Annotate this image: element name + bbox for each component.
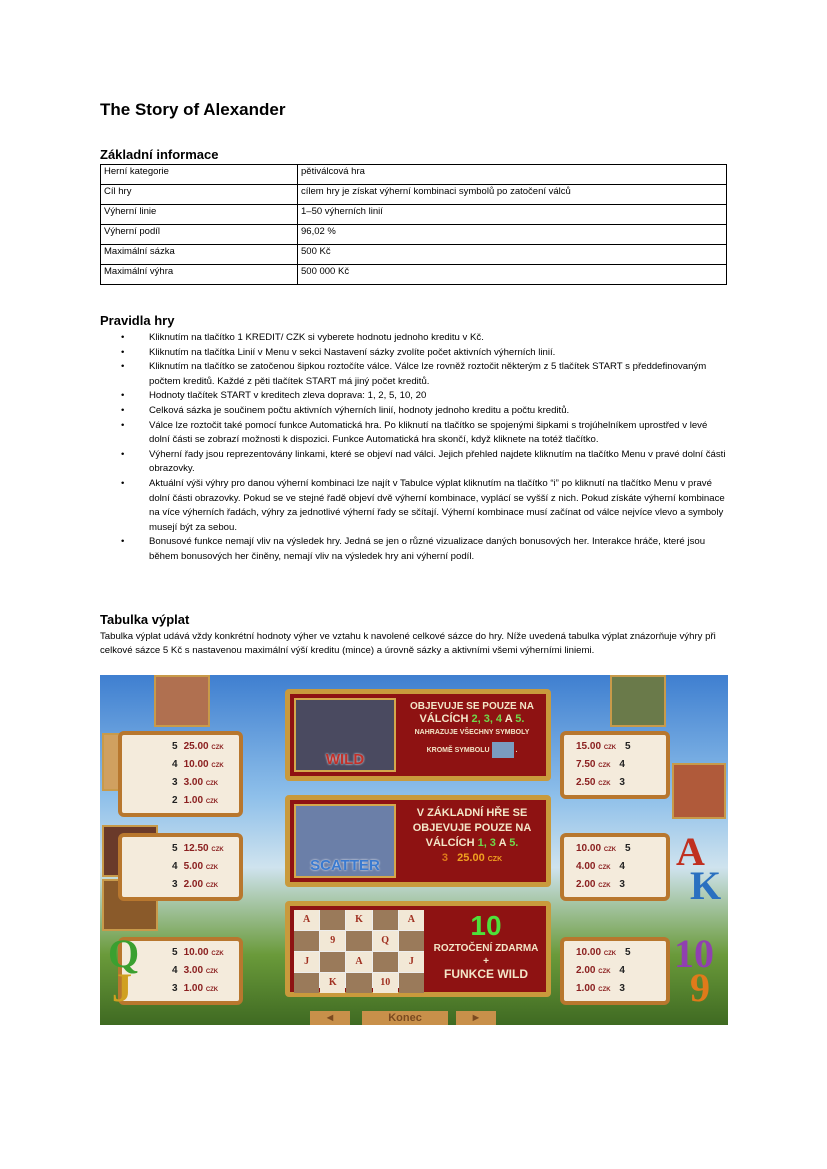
table-row [101, 205, 727, 225]
payout-row: 2.00 CZK 3 [576, 879, 625, 890]
payout-row: 4.00 CZK 4 [576, 861, 625, 872]
payout-row: 5 12.50 CZK [172, 843, 224, 854]
wild-feature-text: FUNKCE WILD [444, 967, 528, 981]
scatter-text-1: V ZÁKLADNÍ HŘE SE [416, 807, 528, 819]
payout-row: 10.00 CZK 5 [576, 843, 631, 854]
reel-cell: 9 [320, 931, 345, 951]
payout-row: 5 25.00 CZK [172, 741, 224, 752]
scatter-win: 25.00 [457, 852, 485, 864]
reel-cell [373, 910, 398, 930]
rules-heading: Pravidla hry [100, 313, 175, 328]
row-value: pětiválcová hra [298, 165, 727, 185]
reel-cell: K [346, 910, 371, 930]
paytable-heading: Tabulka výplat [100, 612, 190, 627]
payout-box [118, 833, 243, 901]
payout-box [560, 731, 670, 799]
payout-row: 2.50 CZK 3 [576, 777, 625, 788]
symbol-image [610, 675, 666, 727]
wild-reel-5: 5. [515, 713, 525, 725]
wild-text-4: KROMĚ SYMBOLU [426, 746, 490, 754]
row-label: Maximální výhra [101, 265, 298, 285]
row-label: Výherní linie [101, 205, 298, 225]
rule-item: • Válce lze roztočit také pomocí funkce Automatická hra. Po kliknutí na tlačítko se spojenými šipkami s trojúhelníkem uprostřed v levé dolní části se zobrazí možnosti k dispozici. Funkce Automatická hra skončí, když kliknete na totéž tlačítko. [100, 419, 730, 448]
scatter-lighthouse-image [294, 804, 396, 878]
row-label: Maximální sázka [101, 245, 298, 265]
rule-item: • Aktuální výši výhry pro danou výherní kombinaci lze najít v Tabulce výplat kliknutím na tlačítko “i” po kliknutí na tlačítko Menu v pravé dolní části obrazovky. Pokud se ve stejné řadě objeví dvě výherní kombinace, vyplácí se vyšší z nich. Pokud získáte výherní kombinace na více výherních řadách, výhry za jednotlivé výherní řady se sčítají. Výherní kombinace musí začínat od válce nejvíce vlevo a symboly musejí být za sebou. [100, 477, 730, 535]
end-button[interactable]: Konec [362, 1011, 448, 1025]
row-label: Herní kategorie [101, 165, 298, 185]
payout-row: 5 10.00 CZK [172, 947, 224, 958]
rule-item: • Bonusové funkce nemají vliv na výsledek hry. Jedná se jen o různé vizualizace daných bonusových her. Interakce hráče, které jsou během bonusových her činěny, nemají vliv na výsledek hry ani výherní podíl. [100, 535, 730, 564]
symbol-letter-10: 10 [674, 931, 714, 976]
reel-cell [320, 910, 345, 930]
wild-text-1: OBJEVUJE SE POUZE NA [410, 701, 534, 712]
free-spins-plus: + [483, 956, 489, 967]
reel-cell: A [399, 910, 424, 930]
reel-cell: A [294, 910, 319, 930]
scatter-text-3c: A [495, 837, 510, 849]
wild-horse-image [294, 698, 396, 772]
payout-box [118, 731, 243, 817]
rule-item: • Kliknutím na tlačítko 1 KREDIT/ CZK si vyberete hodnotu jednoho kreditu v Kč. [100, 331, 730, 346]
table-row [101, 225, 727, 245]
reel-cell: 10 [373, 973, 398, 993]
payout-row: 3 1.00 CZK [172, 983, 219, 994]
scatter-text-2: OBJEVUJE POUZE NA [412, 822, 532, 834]
page-title: The Story of Alexander [100, 100, 286, 119]
symbol-letter-J: J [112, 965, 132, 1010]
row-value: 500 000 Kč [298, 265, 727, 285]
table-row [101, 165, 727, 185]
payout-row: 4 10.00 CZK [172, 759, 224, 770]
wild-text-3: NAHRAZUJE VŠECHNY SYMBOLY [414, 729, 530, 736]
symbol-letter-9: 9 [690, 965, 710, 1010]
reel-cell: Q [373, 931, 398, 951]
row-label: Cíl hry [101, 185, 298, 205]
reel-cell: A [346, 952, 371, 972]
row-value: 96,02 % [298, 225, 727, 245]
scatter-count: 3 [441, 852, 448, 864]
wild-label: WILD [325, 751, 365, 768]
prev-button[interactable]: ◄ [310, 1011, 350, 1025]
payout-row: 1.00 CZK 3 [576, 983, 625, 994]
reel-cell: K [320, 973, 345, 993]
symbol-letter-A: A [676, 829, 705, 874]
reel-cell [399, 931, 424, 951]
rule-item: • Hodnoty tlačítek START v kreditech zleva doprava: 1, 2, 5, 10, 20 [100, 389, 730, 404]
symbol-letter-Q: Q [108, 931, 140, 976]
row-label: Výherní podíl [101, 225, 298, 245]
row-value: 1–50 výherních linií [298, 205, 727, 225]
rules-list [100, 331, 730, 565]
wild-text-2c: A [502, 713, 516, 725]
row-value: 500 Kč [298, 245, 727, 265]
reel-cell [399, 973, 424, 993]
basic-info-table [100, 164, 727, 285]
row-value: cílem hry je získat výherní kombinaci symbolů po zatočení válců [298, 185, 727, 205]
reel-cell [294, 931, 319, 951]
rule-item: • Kliknutím na tlačítka Linií v Menu v sekci Nastavení sázky zvolíte počet aktivních výherních linií. [100, 346, 730, 361]
next-button[interactable]: ► [456, 1011, 496, 1025]
reel-cell [346, 973, 371, 993]
free-spins-panel [285, 901, 551, 997]
wild-reels: 2, 3, 4 [471, 713, 503, 725]
scatter-symbol-icon [492, 742, 514, 758]
scatter-reels: 1, 3 [477, 837, 496, 849]
free-spins-text: ROZTOČENÍ ZDARMA [433, 943, 539, 954]
scatter-panel [285, 795, 551, 887]
payout-row: 2 1.00 CZK [172, 795, 219, 806]
payout-box [560, 937, 670, 1005]
symbol-image [672, 763, 726, 819]
rule-item: • Výherní řady jsou reprezentovány linkami, které se objeví nad válci. Jejich přehled najdete kliknutím na tlačítko Menu v pravé dolní části obrazovky. [100, 448, 730, 477]
reel-cell [294, 973, 319, 993]
table-row [101, 245, 727, 265]
currency: CZK [487, 856, 503, 863]
scatter-label: SCATTER [310, 857, 380, 874]
rule-item: • Celková sázka je součinem počtu aktivních výherních linií, hodnoty jednoho kreditu a počtu kreditů. [100, 404, 730, 419]
wild-text-2a: VÁLCÍCH [419, 713, 472, 725]
symbol-image [154, 675, 210, 727]
reel-cell [373, 952, 398, 972]
scatter-text-3a: VÁLCÍCH [425, 837, 478, 849]
basic-info-heading: Základní informace [100, 147, 219, 162]
free-spins-count: 10 [470, 910, 502, 941]
payout-row: 3 3.00 CZK [172, 777, 219, 788]
payout-row: 4 3.00 CZK [172, 965, 219, 976]
payout-row: 10.00 CZK 5 [576, 947, 631, 958]
payout-row: 2.00 CZK 4 [576, 965, 625, 976]
payout-box [560, 833, 670, 901]
symbol-letter-K: K [690, 863, 722, 908]
paytable-intro: Tabulka výplat udává vždy konkrétní hodnoty výher ve vztahu k navolené celkové sázce do hry. Níže uvedená tabulka výplat znázorňuje výhry při celkové sázce 5 Kč s nastavenou maximální výší kreditu (mince) a úrovně sázky a aktivními všemi výherními liniemi. [100, 631, 716, 657]
payout-row: 4 5.00 CZK [172, 861, 219, 872]
payout-row: 15.00 CZK 5 [576, 741, 631, 752]
paytable-image [100, 675, 728, 1025]
reel-cell: J [399, 952, 424, 972]
reels-grid [294, 910, 424, 988]
payout-row: 7.50 CZK 4 [576, 759, 625, 770]
rule-item: • Kliknutím na tlačítko se zatočenou šipkou roztočíte válce. Válce lze rovněž roztočit některým z 5 tlačítek START s předdefinovaným počtem kreditů. Každé z pěti tlačítek START má jiný počet kreditů. [100, 360, 730, 389]
payout-row: 3 2.00 CZK [172, 879, 219, 890]
scatter-reel-5: 5. [509, 837, 519, 849]
wild-panel: WILD OBJEVUJE SE POUZE NA VÁLCÍCH 2, 3, 4 A 5. NAHRAZUJE VŠECHNY SYMBOLY KROMĚ SYMBOLU . [285, 689, 551, 781]
reel-cell: J [294, 952, 319, 972]
table-row [101, 185, 727, 205]
table-row [101, 265, 727, 285]
reel-cell [346, 931, 371, 951]
reel-cell [320, 952, 345, 972]
